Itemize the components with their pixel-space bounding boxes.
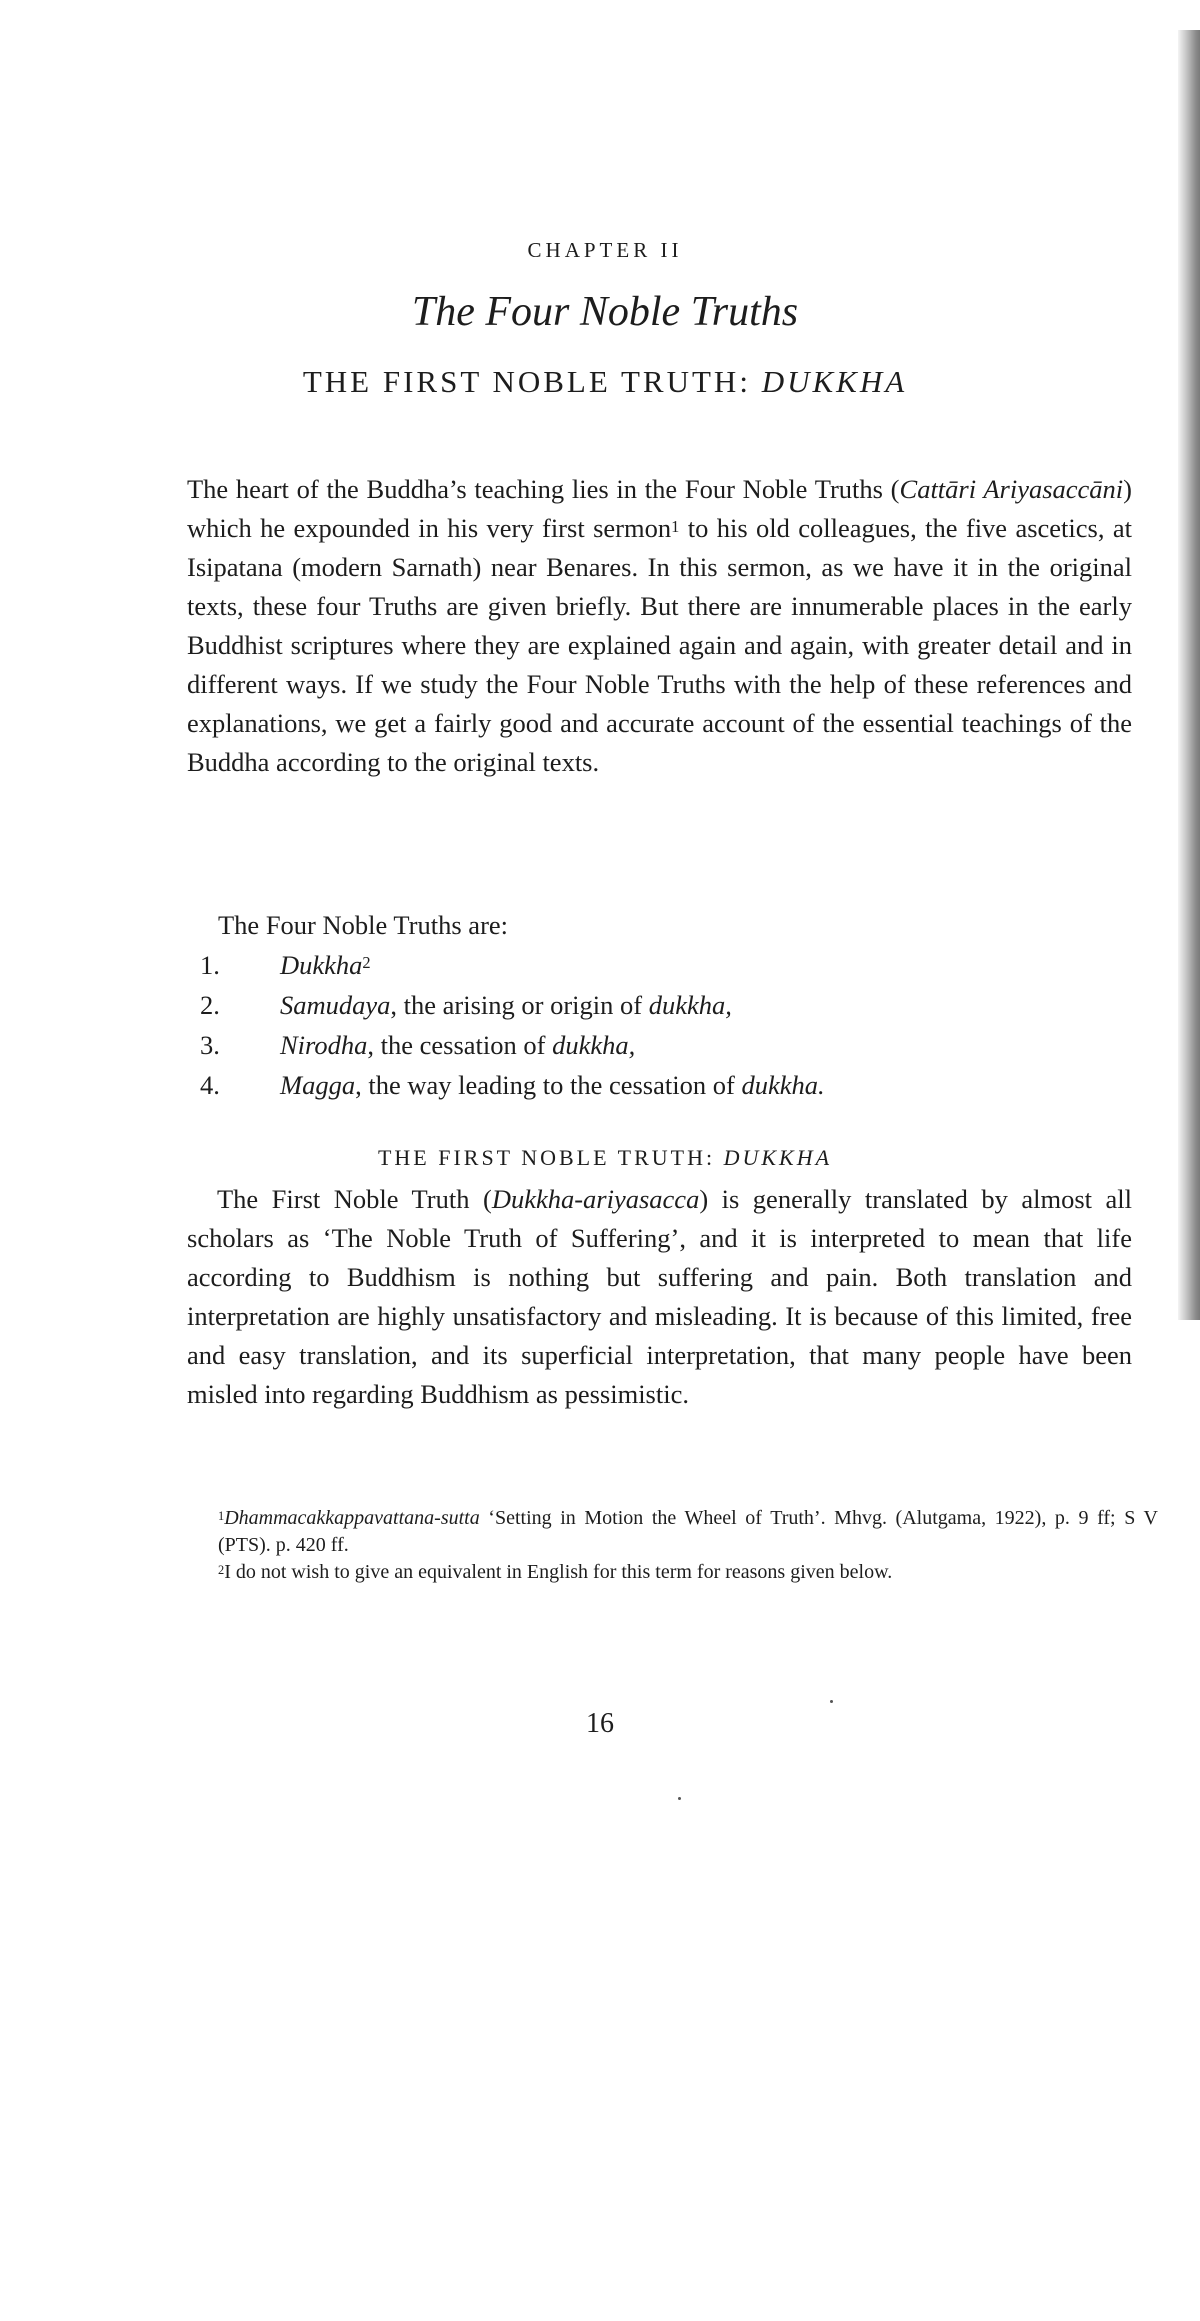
truth-term-dukkha: dukkha,: [648, 990, 732, 1020]
truth-term-dukkha: dukkha,: [552, 1030, 636, 1060]
list-item: [200, 1065, 825, 1105]
first-truth-heading: [0, 1145, 1200, 1171]
truth-term: Samudaya: [280, 990, 391, 1020]
list-item: [200, 945, 825, 985]
truth-description: , the way leading to the cessation of: [355, 1070, 742, 1100]
page-edge-shadow: [1178, 30, 1200, 1320]
truths-label: The Four Noble Truths are:: [218, 910, 509, 940]
truth-list: [200, 945, 825, 1105]
list-item: [200, 985, 825, 1025]
first-truth-heading-term: DUKKHA: [723, 1145, 833, 1170]
footnote-mark: 1: [218, 1509, 225, 1523]
chapter-title: The Four Noble Truths: [411, 289, 799, 335]
footnotes: [218, 1505, 1158, 1586]
truth-term: Nirodha: [280, 1030, 368, 1060]
page-number: 16: [586, 1708, 614, 1739]
intro-text-3: to his old colleagues, the five ascetics, at Isipatana (modern Sarnath) near Benares. In this sermon, as we have it in the original texts, these four Truths are given briefly. But there are innumerable places in the early Buddhist scriptures where they are explained again and again, with greater detail and in different ways. If we study the Four Noble Truths with the help of these references and explanations, we get a fairly good and accurate account of the essential teachings of the Buddha according to the original texts.: [187, 513, 1132, 777]
footnote-italic: Dhammacakkappavattana-sutta: [224, 1507, 480, 1529]
section-title-prefix: THE FIRST NOBLE TRUTH:: [302, 364, 751, 399]
section-title-term: DUKKHA: [761, 364, 908, 399]
list-number: 1.: [200, 950, 220, 980]
list-number: 4.: [200, 1070, 220, 1100]
intro-text-2: ) which he expounded in his very first sermon: [187, 474, 1132, 543]
truth-description: , the arising or origin of: [390, 990, 649, 1020]
first-truth-paragraph: [187, 1180, 1132, 1414]
footnote-text: I do not wish to give an equivalent in English for this term for reasons given below.: [224, 1561, 893, 1583]
scan-speck: [830, 1700, 833, 1703]
first-truth-heading-prefix: THE FIRST NOBLE TRUTH:: [377, 1145, 716, 1170]
chapter-label: CHAPTER II: [527, 238, 683, 262]
intro-text-1: The heart of the Buddha’s teaching lies in the Four Noble Truths (: [187, 474, 900, 504]
list-number: 2.: [200, 990, 220, 1020]
first-truth-italic-term: Dukkha-ariyasacca: [491, 1184, 700, 1214]
intro-italic-term: Cattāri Ariyasaccāni: [899, 474, 1124, 504]
truth-term: Magga: [280, 1070, 356, 1100]
truth-description: , the cessation of: [367, 1030, 553, 1060]
footnote-2: [218, 1559, 1158, 1586]
first-truth-text-1: The First Noble Truth (: [217, 1184, 492, 1214]
scan-speck: [678, 1797, 681, 1800]
footnote-ref-1[interactable]: 1: [671, 517, 680, 536]
footnote-1: [218, 1505, 1158, 1559]
section-title: [0, 364, 1200, 400]
footnote-text: ‘Setting in Motion the Wheel of Truth’. Mhvg. (Alutgama, 1922), p. 9 ff; S V (PTS). p. 420 ff.: [218, 1507, 1158, 1556]
list-item: [200, 1025, 825, 1065]
footnote-mark: 2: [218, 1563, 225, 1577]
footnote-ref-2[interactable]: 2: [362, 953, 371, 972]
first-truth-text-2: ) is generally translated by almost all scholars as ‘The Noble Truth of Suffering’, and it is interpreted to mean that life according to Buddhism is nothing but suffering and pain. Both translation and interpretation are highly unsatisfactory and misleading. It is because of this limited, free and easy translation, and its superficial interpretation, that many people have been misled into regarding Buddhism as pessimistic.: [187, 1184, 1132, 1409]
intro-paragraph: [187, 470, 1132, 782]
list-number: 3.: [200, 1030, 220, 1060]
truth-term-dukkha: dukkha.: [741, 1070, 825, 1100]
truth-term: Dukkha: [280, 950, 363, 980]
